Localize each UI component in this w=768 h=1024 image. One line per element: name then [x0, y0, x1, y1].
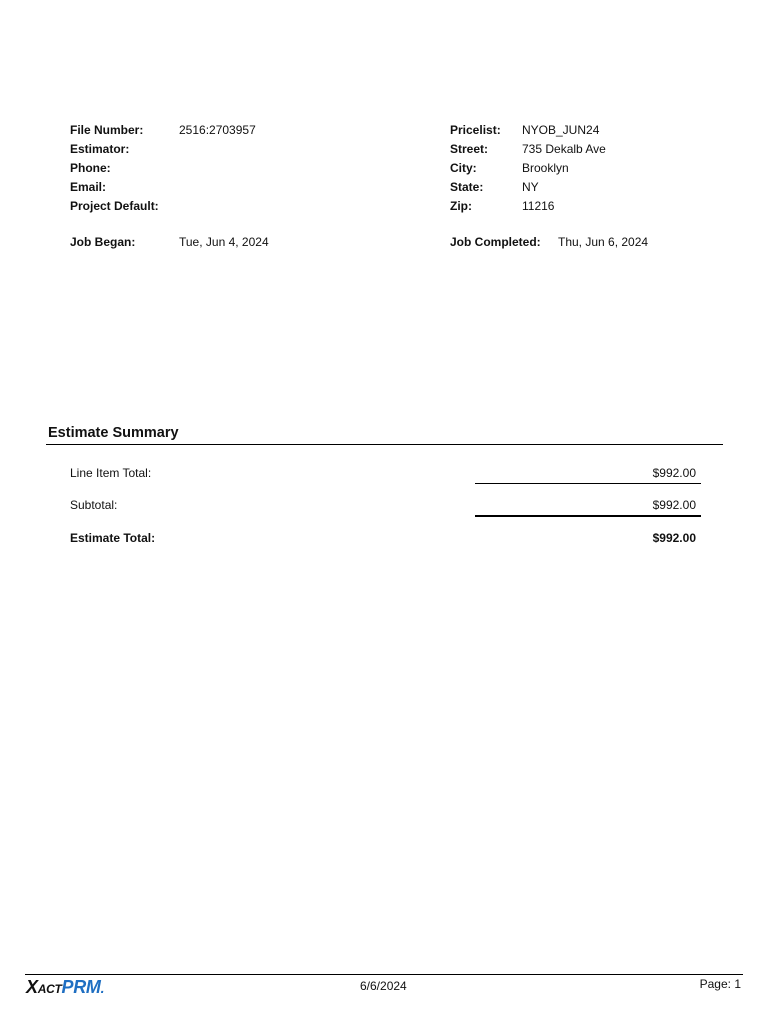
city-value: Brooklyn	[522, 161, 569, 175]
line-item-total-label: Line Item Total:	[70, 466, 152, 480]
pricelist-value: NYOB_JUN24	[522, 123, 600, 137]
job-began-label: Job Began:	[70, 235, 136, 249]
estimator-label: Estimator:	[70, 142, 130, 156]
job-completed-label: Job Completed:	[450, 235, 541, 249]
file-number-label: File Number:	[70, 123, 144, 137]
city-label: City:	[450, 161, 477, 175]
pricelist-label: Pricelist:	[450, 123, 501, 137]
state-value: NY	[522, 180, 539, 194]
line-item-total-underline	[475, 483, 701, 484]
zip-value: 11216	[522, 199, 555, 213]
file-number-value: 2516:2703957	[179, 123, 256, 137]
street-value: 735 Dekalb Ave	[522, 142, 606, 156]
project-default-label: Project Default:	[70, 199, 159, 213]
zip-label: Zip:	[450, 199, 472, 213]
job-began-value: Tue, Jun 4, 2024	[179, 235, 269, 249]
subtotal-label: Subtotal:	[70, 498, 118, 512]
phone-label: Phone:	[70, 161, 111, 175]
email-label: Email:	[70, 180, 107, 194]
page-number: Page: 1	[699, 977, 741, 991]
street-label: Street:	[450, 142, 489, 156]
footer-date: 6/6/2024	[360, 979, 407, 993]
estimate-total-label: Estimate Total:	[70, 531, 156, 545]
subtotal-value: $992.00	[652, 498, 696, 512]
xactprm-logo: XACTPRM.	[26, 977, 105, 997]
summary-divider	[46, 444, 723, 445]
estimate-summary-title: Estimate Summary	[48, 425, 179, 441]
subtotal-underline	[475, 515, 701, 517]
state-label: State:	[450, 180, 484, 194]
estimate-total-value: $992.00	[652, 531, 696, 545]
footer-divider	[25, 974, 743, 975]
job-completed-value: Thu, Jun 6, 2024	[558, 235, 649, 249]
line-item-total-value: $992.00	[652, 466, 696, 480]
